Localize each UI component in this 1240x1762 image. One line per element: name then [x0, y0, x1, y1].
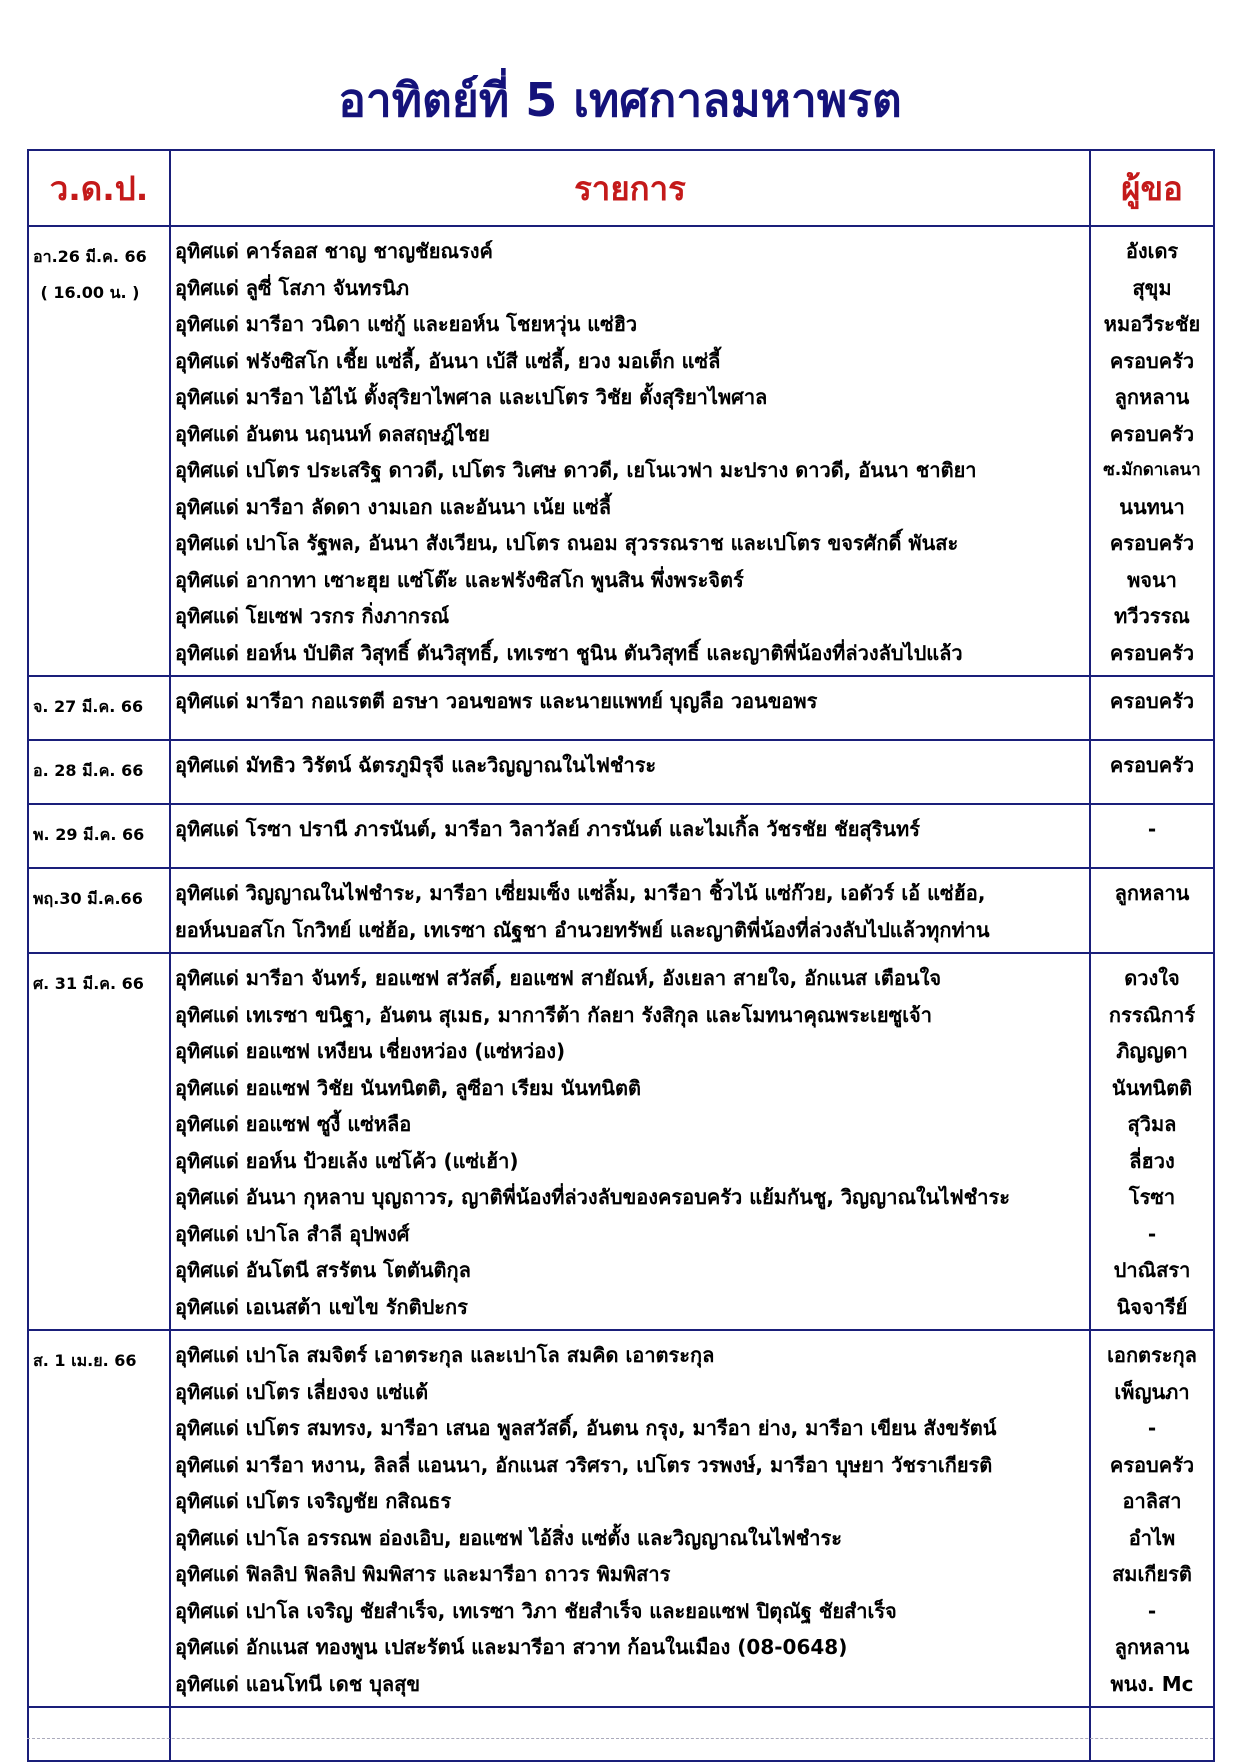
requester-name: สุขุม	[1132, 275, 1172, 300]
requester-name: กรรณิการ์	[1108, 1002, 1196, 1027]
requester-name: นันทนิตติ	[1111, 1075, 1193, 1100]
requester-name: เอกตระกุล	[1107, 1343, 1197, 1367]
intention-line: อุทิศแด่ มารีอา ลัดดา งามเอก และอันนา เน้ย แซ่ลี้	[175, 494, 611, 519]
requester-name: ครอบครัว	[1109, 348, 1195, 373]
requester-name: อำไพ	[1128, 1525, 1176, 1550]
schedule-row	[28, 804, 1214, 868]
requester-name: -	[1147, 1598, 1157, 1623]
items-cell	[170, 953, 1090, 1330]
date-cell	[28, 868, 170, 953]
requester-name: ปาณิสรา	[1113, 1258, 1191, 1282]
page-title: อาทิตย์ที่ 5 เทศกาลมหาพรต	[338, 73, 902, 127]
intention-line: อุทิศแด่ อันตน นฤนนท์ ดลสฤษฎ์ไชย	[175, 421, 490, 446]
intention-line: อุทิศแด่ เปโตร ประเสริฐ ดาวดี, เปโตร วิเศษ ดาวดี, เยโนเวฟา มะปราง ดาวดี, อันนา ชาติยา	[175, 458, 977, 482]
requester-name: -	[1147, 817, 1157, 841]
items-cell	[170, 226, 1090, 676]
intention-line: อุทิศแด่ เทเรซา ขนิฐา, อันตน สุเมธ, มาการีต้า กัลยา รังสิกุล และโมทนาคุณพระเยซูเจ้า	[175, 1002, 932, 1027]
date-label: อ. 28 มี.ค. 66	[33, 761, 144, 780]
intention-line: อุทิศแด่ โยเซฟ วรกร กิ่งภากรณ์	[175, 604, 450, 628]
empty-cell	[170, 1707, 1090, 1761]
requester-cell	[1090, 226, 1214, 676]
header-requester: ผู้ขอ	[1090, 150, 1214, 226]
schedule-row	[28, 868, 1214, 953]
requester-name: -	[1147, 1221, 1157, 1246]
requester-name: ทวีวรรณ	[1114, 604, 1190, 628]
intention-line: อุทิศแด่ เปาโล สำลี อุปพงศ์	[175, 1221, 410, 1246]
items-cell	[170, 868, 1090, 953]
date-cell	[28, 740, 170, 804]
time-label: ( 16.00 น. )	[40, 283, 140, 302]
date-label: จ. 27 มี.ค. 66	[33, 697, 144, 716]
intention-line: อุทิศแด่ เปาโล รัฐพล, อันนา สังเวียน, เปโตร ถนอม สุวรรณราช และเปโตร ขจรศักดิ์ พันสะ	[175, 531, 959, 555]
schedule-row	[28, 1330, 1214, 1707]
date-cell	[28, 953, 170, 1330]
requester-name: อาลิสา	[1122, 1489, 1182, 1513]
requester-name: โรซา	[1128, 1185, 1176, 1209]
intention-line: อุทิศแด่ เปาโล เจริญ ชัยสำเร็จ, เทเรซา วิภา ชัยสำเร็จ และยอแซฟ ปิตุณัฐ ชัยสำเร็จ	[175, 1598, 897, 1623]
requester-name: ครอบครัว	[1109, 1452, 1195, 1477]
requester-name: ลูกหลาน	[1114, 881, 1190, 905]
requester-name: -	[1147, 1416, 1157, 1440]
requester-cell	[1090, 676, 1214, 740]
requester-name: ครอบครัว	[1109, 753, 1195, 777]
requester-cell	[1090, 740, 1214, 804]
requester-name: ซ.มักดาเลนา	[1103, 460, 1201, 480]
requester-name: ลูกหลาน	[1114, 385, 1190, 409]
requester-name: ครอบครัว	[1109, 640, 1195, 665]
items-cell	[170, 804, 1090, 868]
requester-name	[1095, 912, 1209, 949]
requester-cell	[1090, 804, 1214, 868]
date-cell	[28, 226, 170, 676]
intention-line: ยอห์นบอสโก โกวิทย์ แซ่ฮ้อ, เทเรซา ณัฐชา อำนวยทรัพย์ และญาติพี่น้องที่ล่วงลับไปแล้วทุกท่าน	[175, 917, 990, 942]
intention-line: อุทิศแด่ แอนโทนี เดช บุลสุข	[175, 1671, 421, 1696]
requester-name: หมอวีระชัย	[1103, 312, 1201, 336]
empty-cell	[1090, 1707, 1214, 1761]
intention-line: อุทิศแด่ อันโตนี สรรัตน โตตันติกุล	[175, 1258, 471, 1282]
schedule-row	[28, 740, 1214, 804]
requester-name: ครอบครัว	[1109, 689, 1195, 713]
header-row	[28, 150, 1214, 226]
page-bottom-divider	[27, 1738, 1213, 1739]
requester-name: อังเดร	[1125, 239, 1179, 263]
requester-cell	[1090, 953, 1214, 1330]
requester-name: ดวงใจ	[1124, 966, 1180, 990]
intention-line: อุทิศแด่ เปาโล สมจิตร์ เอาตระกุล และเปาโล สมคิด เอาตระกุล	[175, 1343, 715, 1367]
intention-line: อุทิศแด่ คาร์ลอส ชาญ ชาญชัยณรงค์	[175, 239, 493, 263]
requester-name: นิจจารีย์	[1116, 1294, 1188, 1319]
date-label: ส. 1 เม.ย. 66	[33, 1351, 137, 1370]
intention-line: อุทิศแด่ โรซา ปรานี ภารนันต์, มารีอา วิลาวัลย์ ภารนันต์ และไมเกิ้ล วัชรชัย ชัยสุรินทร์	[175, 817, 920, 841]
requester-name: พนง. Mc	[1110, 1671, 1194, 1696]
schedule-table	[27, 149, 1215, 1762]
schedule-row	[28, 953, 1214, 1330]
date-label: พ. 29 มี.ค. 66	[33, 825, 145, 844]
intention-line: อุทิศแด่ อากาทา เซาะฮุย แซ่โต๊ะ และฟรังซิสโก พูนสิน พึ่งพระจิตร์	[175, 567, 744, 592]
requester-name: สุวิมล	[1127, 1112, 1177, 1136]
requester-name: นนทนา	[1119, 494, 1185, 519]
intention-line: อุทิศแด่ มัทธิว วิรัตน์ ฉัตรภูมิรุจี และวิญญาณในไฟชำระ	[175, 753, 657, 777]
intention-line: อุทิศแด่ ฟรังซิสโก เชี้ย แซ่ลี้, อันนา เบ้สี แซ่ลี้, ยวง มอเต็ก แซ่ลี้	[175, 348, 721, 373]
requester-name: เพ็ญนภา	[1114, 1379, 1190, 1404]
intention-line: อุทิศแด่ มารีอา หงาน, ลิลลี่ แอนนา, อักแนส วริศรา, เปโตร วรพงษ์, มารีอา บุษยา วัชราเกียรติ	[175, 1452, 993, 1477]
empty-cell	[28, 1707, 170, 1761]
date-cell	[28, 1330, 170, 1707]
schedule-row	[28, 226, 1214, 676]
intention-line: อุทิศแด่ ยอห์น ป้วยเล้ง แซ่โค้ว (แซ่เฮ้า)	[175, 1148, 519, 1173]
intention-line: อุทิศแด่ มารีอา กอแรตตี อรษา วอนขอพร และนายแพทย์ บุญลือ วอนขอพร	[175, 689, 818, 713]
items-cell	[170, 1330, 1090, 1707]
intention-line: อุทิศแด่ ยอห์น บัปติส วิสุทธิ์ ตันวิสุทธิ์, เทเรซา ชูนิน ตันวิสุทธิ์ และญาติพี่น้องที่ล่วงลับไปแล้ว	[175, 640, 963, 665]
intention-line: อุทิศแด่ มารีอา จันทร์, ยอแซฟ สวัสดิ์, ยอแซฟ สายัณห์, อังเยลา สายใจ, อักแนส เตือนใจ	[175, 966, 942, 990]
date-label: ศ. 31 มี.ค. 66	[33, 974, 144, 993]
intention-line: อุทิศแด่ ฟิลลิป ฟิลลิป พิมพิสาร และมารีอา ถาวร พิมพิสาร	[175, 1562, 671, 1586]
requester-name: ครอบครัว	[1109, 421, 1195, 446]
requester-name: พจนา	[1127, 567, 1177, 592]
intention-line: อุทิศแด่ เอเนสต้า แขไข รักติปะกร	[175, 1294, 468, 1319]
date-cell	[28, 804, 170, 868]
intention-line: อุทิศแด่ วิญญาณในไฟชำระ, มารีอา เซี่ยมเซ็ง แซ่ลิ้ม, มารีอา ชิ้วไน้ แซ่ก๊วย, เอดัวร์ เอ้ แซ่ฮ้อ,	[175, 881, 986, 905]
intention-line: อุทิศแด่ มารีอา ไอ้ไน้ ตั้งสุริยาไพศาล และเปโตร วิชัย ตั้งสุริยาไพศาล	[175, 385, 768, 409]
items-cell	[170, 676, 1090, 740]
requester-name: สมเกียรติ	[1112, 1562, 1192, 1586]
schedule-body	[28, 226, 1214, 1707]
date-cell	[28, 676, 170, 740]
header-items: รายการ	[170, 150, 1090, 226]
intention-line: อุทิศแด่ มารีอา วนิดา แซ่กู้ และยอห์น โชยหวุ่น แซ่ฮิว	[175, 312, 638, 336]
date-label: อา.26 มี.ค. 66	[33, 247, 147, 266]
requester-name: ภิญญดา	[1116, 1039, 1188, 1063]
intention-line: อุทิศแด่ เปโตร สมทรง, มารีอา เสนอ พูลสวัสดิ์, อันตน กรุง, มารีอา ย่าง, มารีอา เขียน สังขรัตน์	[175, 1416, 997, 1440]
requester-cell	[1090, 868, 1214, 953]
intention-line: อุทิศแด่ อักแนส ทองพูน เปสะรัตน์ และมารีอา สวาท ก้อนในเมือง (08-0648)	[175, 1635, 848, 1659]
header-date: ว.ด.ป.	[28, 150, 170, 226]
requester-name: ครอบครัว	[1109, 531, 1195, 555]
intention-line: อุทิศแด่ เปโตร เจริญชัย กสิณธร	[175, 1489, 452, 1513]
date-label: พฤ.30 มี.ค.66	[33, 889, 143, 908]
items-cell	[170, 740, 1090, 804]
requester-cell	[1090, 1330, 1214, 1707]
intention-line: อุทิศแด่ เปาโล อรรณพ อ่องเอิบ, ยอแซฟ ไอ้สิ่ง แซ่ตั้ง และวิญญาณในไฟชำระ	[175, 1525, 842, 1550]
requester-name: ลี่ฮวง	[1129, 1148, 1175, 1173]
intention-line: อุทิศแด่ ยอแซฟ วิชัย นันทนิตติ, ลูซีอา เรียม นันทนิตติ	[175, 1075, 641, 1100]
empty-row	[28, 1707, 1214, 1761]
requester-name: ลูกหลาน	[1114, 1635, 1190, 1659]
intention-line: อุทิศแด่ เปโตร เลี่ยงจง แซ่แต้	[175, 1379, 429, 1404]
intention-line: อุทิศแด่ อันนา กุหลาบ บุญถาวร, ญาติพี่น้องที่ล่วงลับของครอบครัว แย้มกันชู, วิญญาณในไฟชำระ	[175, 1185, 1010, 1209]
intention-line: อุทิศแด่ ยอแซฟ ซูงี้ แซ่หลือ	[175, 1112, 412, 1136]
schedule-row	[28, 676, 1214, 740]
intention-line: อุทิศแด่ ลูซี่ โสภา จันทรนิภ	[175, 275, 410, 300]
intention-line: อุทิศแด่ ยอแซฟ เหงียน เชี่ยงหว่อง (แซ่หว่อง)	[175, 1039, 566, 1063]
